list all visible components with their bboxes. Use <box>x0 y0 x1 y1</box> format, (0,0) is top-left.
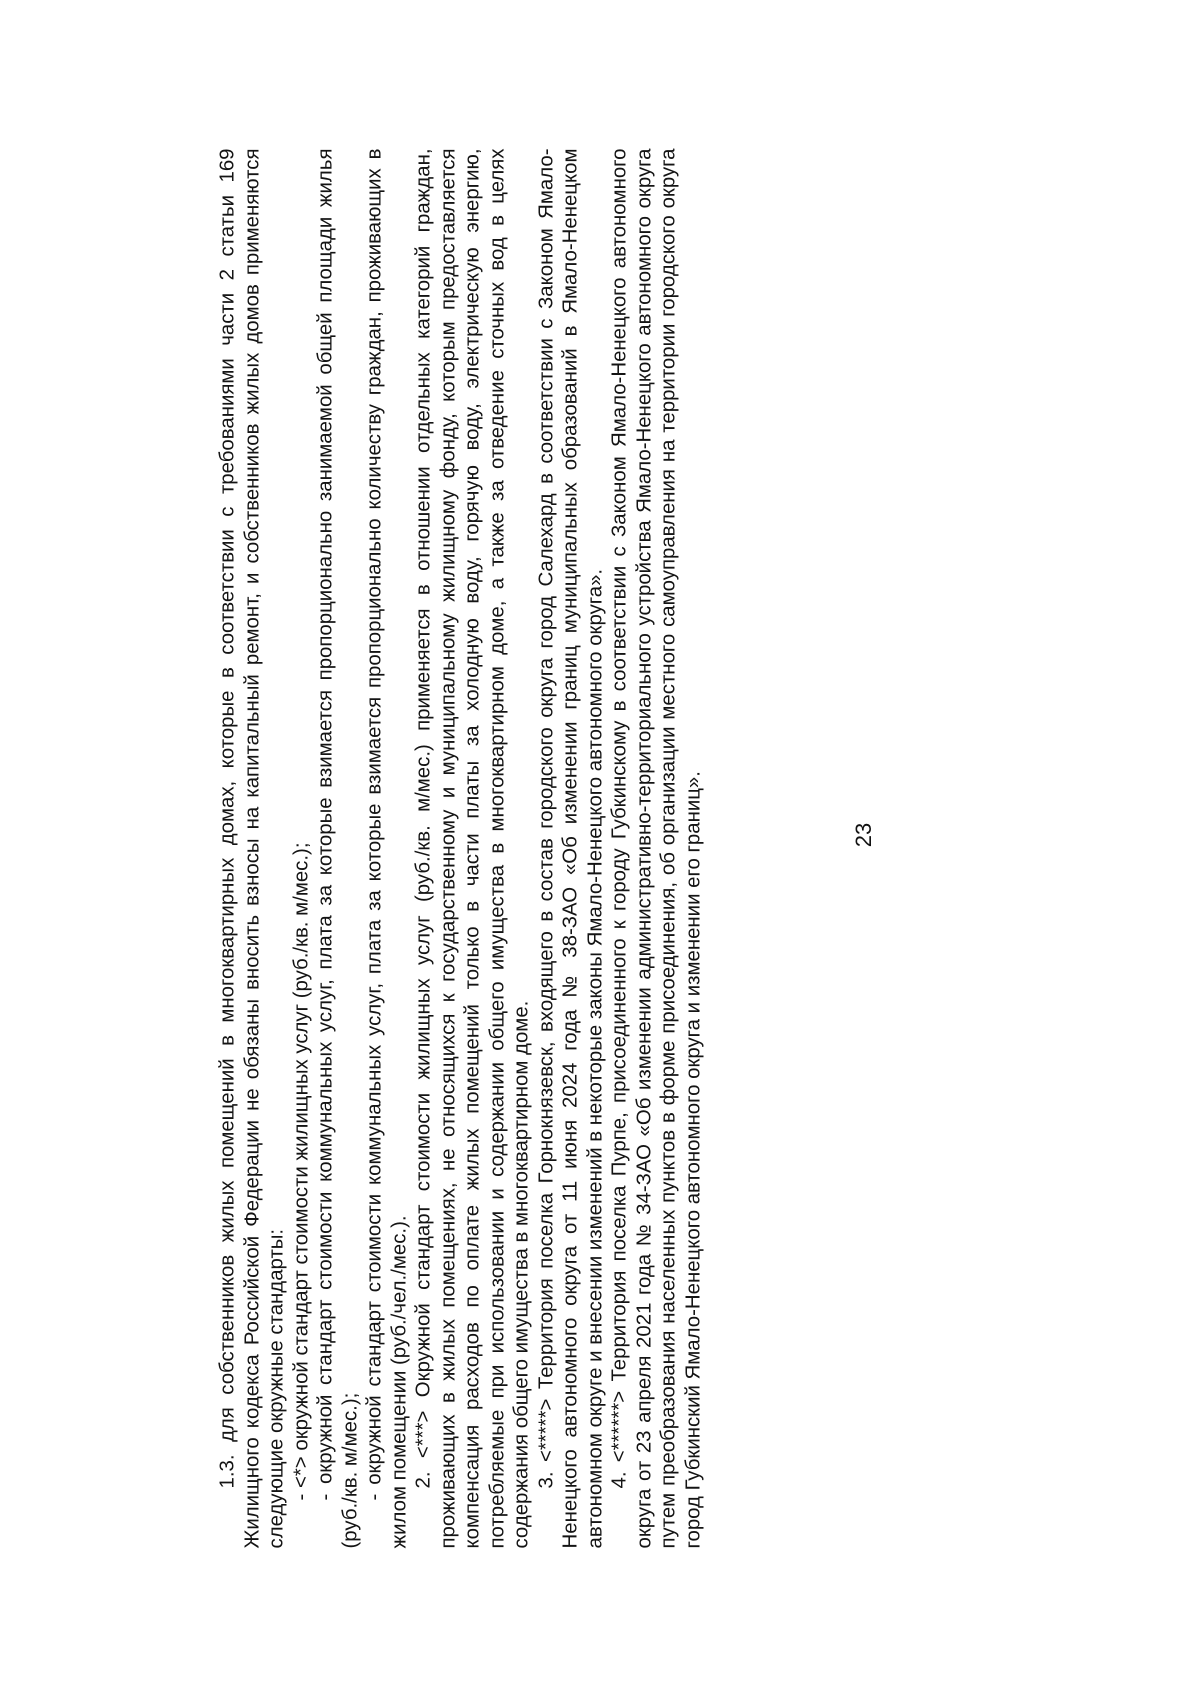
paragraph-housing-services-standard: - <*> окружной стандарт стоимости жилищных услуг (руб./кв. м/мес.); <box>290 842 312 1501</box>
paragraph-1-3: 1.3. для собственников жилых помещений в многоквартирных домах, которые в соответствии с требованиями части 2 статьи 169 Жилищного кодекса Российской Федерации не обязаны вносить взносы на капитальный ремонт, и собственников жилых домов применяются следующие окружные стандарты: <box>216 148 288 1549</box>
document-body <box>216 149 721 1549</box>
footnote-3: 3. <*****> Территория поселка Горнокнязевск, входящего в состав городского округа город Салехард в соответствии с Законом Ямало-Ненецкого автономного округа от 11 июня 2024 года № 38-ЗАО «Об изменении границ муниципальных образований в Ямало-Ненецком автономном округе и внесении изменений в некоторые законы Ямало-Ненецкого автономного округа». <box>535 148 606 1549</box>
footnote-2: 2. <***> Окружной стандарт стоимости жилищных услуг (руб./кв. м/мес.) применяется в отношении отдельных категорий граждан, проживающих в жилых помещениях, не относящихся к государственному и муниципальному жилищному фонду, которым предоставляется компенсация расходов по оплате жилых помещений только в части платы за холодную воду, горячую воду, электрическую энергию, потребляемые при использовании и содержании общего имущества в многоквартирном доме, а также за отведение сточных вод в целях содержания общего имущества в многоквартирном доме. <box>412 148 533 1549</box>
paragraph-utilities-area-standard: - окружной стандарт стоимости коммунальных услуг, плата за которые взимается пропорционально занимаемой общей площади жилья (руб./кв. м/мес.); <box>314 148 361 1549</box>
footnote-4: 4. <******> Территория поселка Пурпе, присоединенного к городу Губкинскому в соответствии с Законом Ямало-Ненецкого автономного округа от 23 апреля 2021 года № 34-ЗАО «Об изменении административно-территориального устройства Ямало-Ненецкого автономного округа путем преобразования населенных пунктов в форме присоединения, об организации местного самоуправления на территории городского округа город Губкинский Ямало-Ненецкого автономного округа и изменении его границ». <box>608 148 704 1549</box>
page-number: 23 <box>851 822 877 848</box>
paragraph-utilities-persons-standard: - окружной стандарт стоимости коммунальных услуг, плата за которые взимается пропорционально количеству граждан, проживающих в жилом помещении (руб./чел./мес.). <box>363 148 410 1549</box>
